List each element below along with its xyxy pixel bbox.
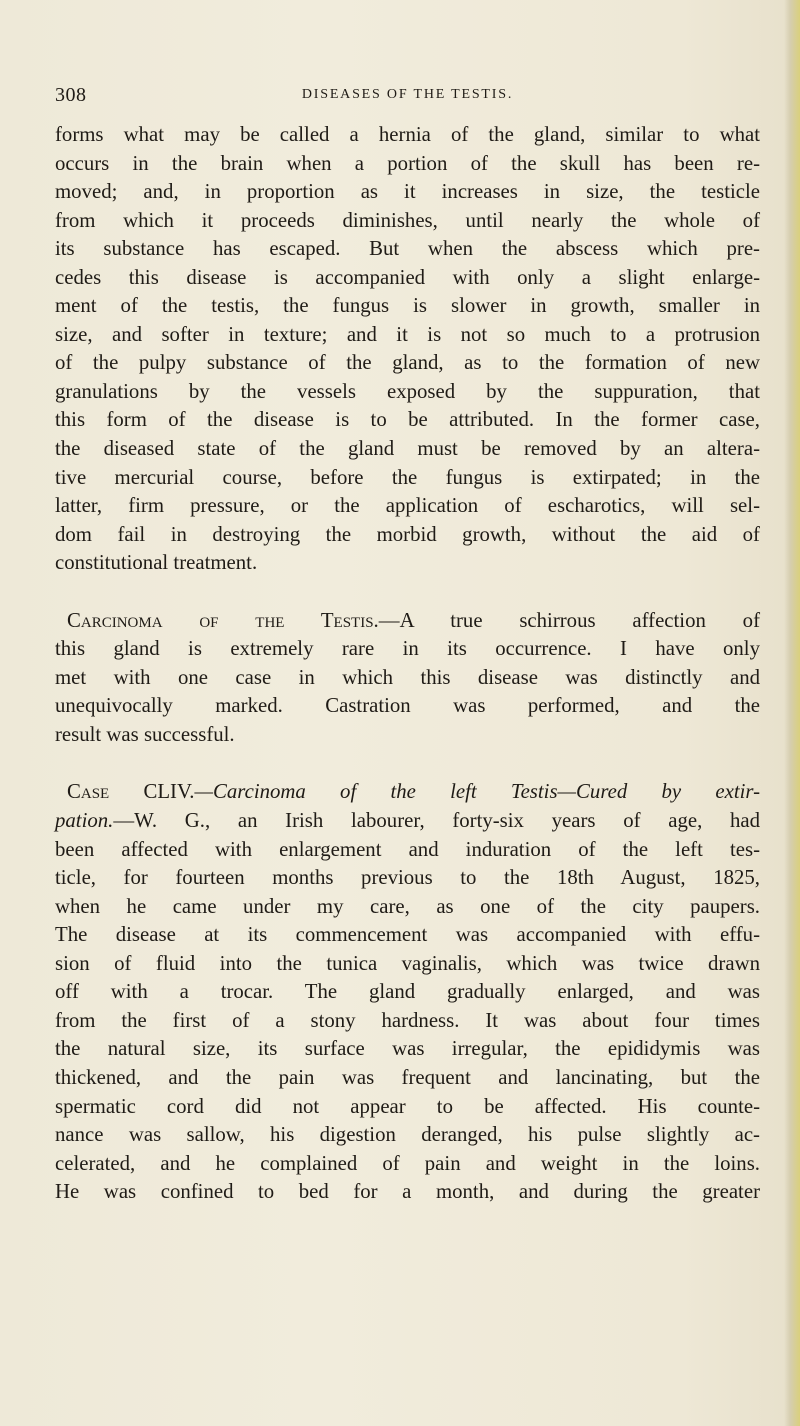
text-line: size, and softer in texture; and it is not so much to a protrusion xyxy=(55,322,760,346)
text-line: ment of the testis, the fungus is slower in growth, smaller in xyxy=(55,294,760,318)
text-line: from which it proceeds diminishes, until nearly the whole of xyxy=(55,208,760,232)
text-line: this gland is extremely rare in its occurrence. I have only xyxy=(55,637,760,661)
text-line: nance was sallow, his digestion deranged, his pulse slightly ac- xyxy=(55,1123,760,1147)
section-heading: Carcinoma of the Testis. xyxy=(67,608,379,632)
text-line: of the pulpy substance of the gland, as to the formation of new xyxy=(55,351,760,375)
text-line xyxy=(55,807,760,836)
heading-continuation: —A true schirrous affection of xyxy=(378,608,760,632)
text-line: unequivocally marked. Castration was performed, and the xyxy=(55,694,760,718)
running-head: DISEASES OF THE TESTIS. xyxy=(301,87,514,102)
text-line: met with one case in which this disease was distinctly and xyxy=(55,665,760,689)
page-edge xyxy=(784,0,800,1426)
case-title: —Carcinoma of the left Testis—Cured by extir- xyxy=(194,780,760,804)
paragraph xyxy=(55,607,760,750)
text-line: latter, firm pressure, or the application of escharotics, will sel- xyxy=(55,494,760,518)
text-line: dom fail in destroying the morbid growth, without the aid of xyxy=(55,522,760,546)
text-line: occurs in the brain when a portion of the skull has been re- xyxy=(55,151,760,175)
page-header xyxy=(55,84,760,114)
case-label: Case CLIV. xyxy=(67,780,195,804)
text-line: The disease at its commencement was accompanied with effu- xyxy=(55,923,760,947)
text-line: ticle, for fourteen months previous to the 18th August, 1825, xyxy=(55,866,760,890)
text-line: thickened, and the pain was frequent and lancinating, but the xyxy=(55,1065,760,1089)
paragraph xyxy=(55,778,760,1206)
text-line: when he came under my care, as one of the city paupers. xyxy=(55,894,760,918)
text-line: moved; and, in proportion as it increases in size, the testicle xyxy=(55,180,760,204)
text-line: celerated, and he complained of pain and weight in the loins. xyxy=(55,1151,760,1175)
text-line: granulations by the vessels exposed by the suppuration, that xyxy=(55,379,760,403)
text-line: constitutional treatment. xyxy=(55,551,258,575)
text-line: tive mercurial course, before the fungus is extirpated; in the xyxy=(55,465,760,489)
text-line: result was successful. xyxy=(55,722,235,746)
case-title-continuation: pation. xyxy=(55,809,114,833)
text-line xyxy=(55,778,760,807)
text-line: this form of the disease is to be attributed. In the former case, xyxy=(55,408,760,432)
paragraph-gap xyxy=(55,749,760,778)
text-line: He was confined to bed for a month, and during the greater xyxy=(55,1180,760,1204)
text-line xyxy=(55,607,760,636)
text-line: cedes this disease is accompanied with only a slight enlarge- xyxy=(55,265,760,289)
text-line: sion of fluid into the tunica vaginalis, which was twice drawn xyxy=(55,951,760,975)
text-line: been affected with enlargement and induration of the left tes- xyxy=(55,837,760,861)
paragraph xyxy=(55,121,760,578)
text-line: the diseased state of the gland must be removed by an altera- xyxy=(55,437,760,461)
page-number: 308 xyxy=(55,84,87,106)
text-line: spermatic cord did not appear to be affected. His counte- xyxy=(55,1094,760,1118)
text-line: forms what may be called a hernia of the gland, similar to what xyxy=(55,123,760,146)
paragraph-gap xyxy=(55,578,760,607)
text-line: its substance has escaped. But when the abscess which pre- xyxy=(55,237,760,261)
case-text: —W. G., an Irish labourer, forty-six years of age, had xyxy=(113,809,760,833)
body-text xyxy=(55,121,760,1207)
text-line: the natural size, its surface was irregular, the epididymis was xyxy=(55,1037,760,1061)
text-line: off with a trocar. The gland gradually enlarged, and was xyxy=(55,980,760,1004)
text-line: from the first of a stony hardness. It was about four times xyxy=(55,1008,760,1032)
